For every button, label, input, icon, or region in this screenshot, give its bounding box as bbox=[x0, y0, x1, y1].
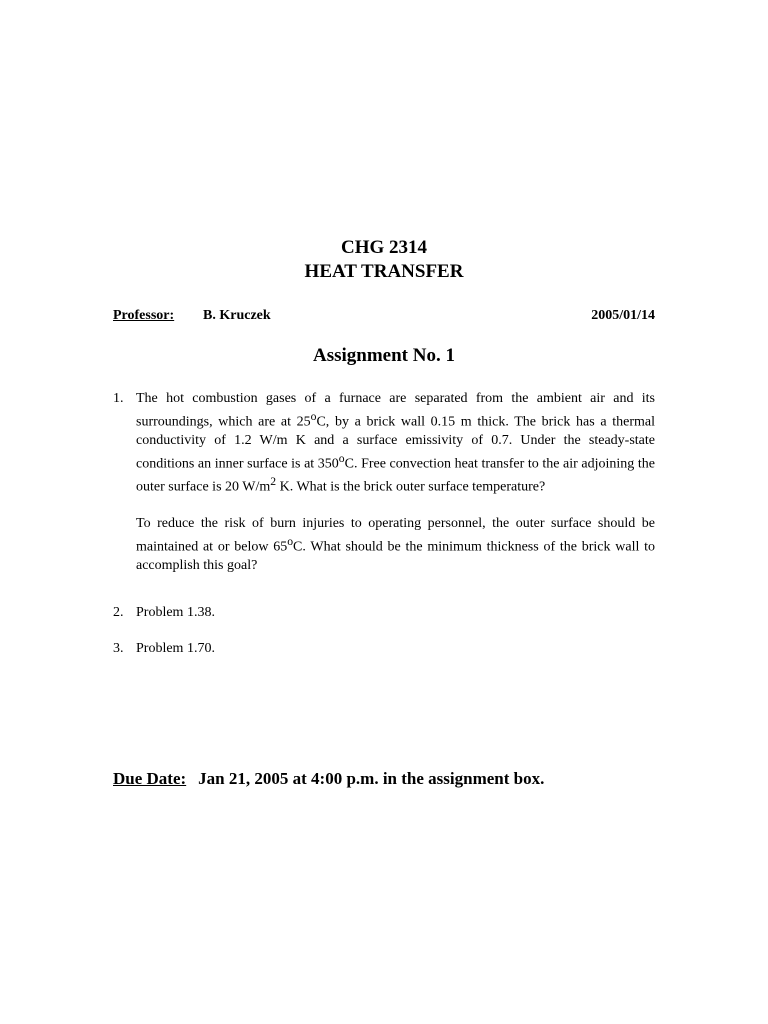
professor-name: B. Kruczek bbox=[203, 308, 271, 323]
problem-body: Problem 1.38. bbox=[136, 605, 215, 620]
problem-body bbox=[136, 390, 655, 575]
squared-superscript: 2 bbox=[270, 475, 277, 489]
problem-number: 2. bbox=[113, 605, 124, 620]
degree-superscript: o bbox=[287, 534, 294, 548]
due-date-label: Due Date: bbox=[113, 769, 187, 788]
problem-item-1 bbox=[113, 390, 655, 575]
problem-item-2 bbox=[113, 604, 655, 622]
due-date-text: Jan 21, 2005 at 4:00 p.m. in the assignment box. bbox=[198, 769, 545, 788]
problem-number: 1. bbox=[113, 391, 124, 406]
problem-item-3 bbox=[113, 640, 655, 658]
degree-superscript: o bbox=[310, 410, 317, 423]
due-date-line bbox=[113, 768, 673, 790]
degree-superscript: o bbox=[338, 451, 345, 465]
problem-paragraph: The hot combustion gases of a furnace are separated from the ambient air and its surroundings, which are at 25$^o$C, by a brick wall 0.15 m thick. The brick has a thermal conductivity of 1.2 W/m K and a surface emissivity of 0.7. Under the steady-state conditions an inner surface is at 350$^o$C. Free convection heat transfer to the air adjoining the outer surface is 20 $W/m^2$ K. What is the brick outer surface temperature? bbox=[136, 391, 656, 495]
document-meta bbox=[113, 306, 655, 326]
problem-body: Problem 1.70. bbox=[136, 641, 215, 656]
course-title: HEAT TRANSFER bbox=[304, 261, 464, 282]
problem-paragraph-2: To reduce the risk of burn injuries to operating personnel, the outer surface should be maintained at or below 65$^o$C. What should be the minimum thickness of the brick wall to accomplish this goal? bbox=[136, 515, 655, 573]
professor-label: Professor: bbox=[113, 308, 175, 323]
document-date: 2005/01/14 bbox=[591, 308, 655, 323]
course-code: CHG 2314 bbox=[340, 237, 428, 258]
assignment-title: Assignment No. 1 bbox=[313, 345, 455, 366]
problem-number: 3. bbox=[113, 641, 124, 656]
